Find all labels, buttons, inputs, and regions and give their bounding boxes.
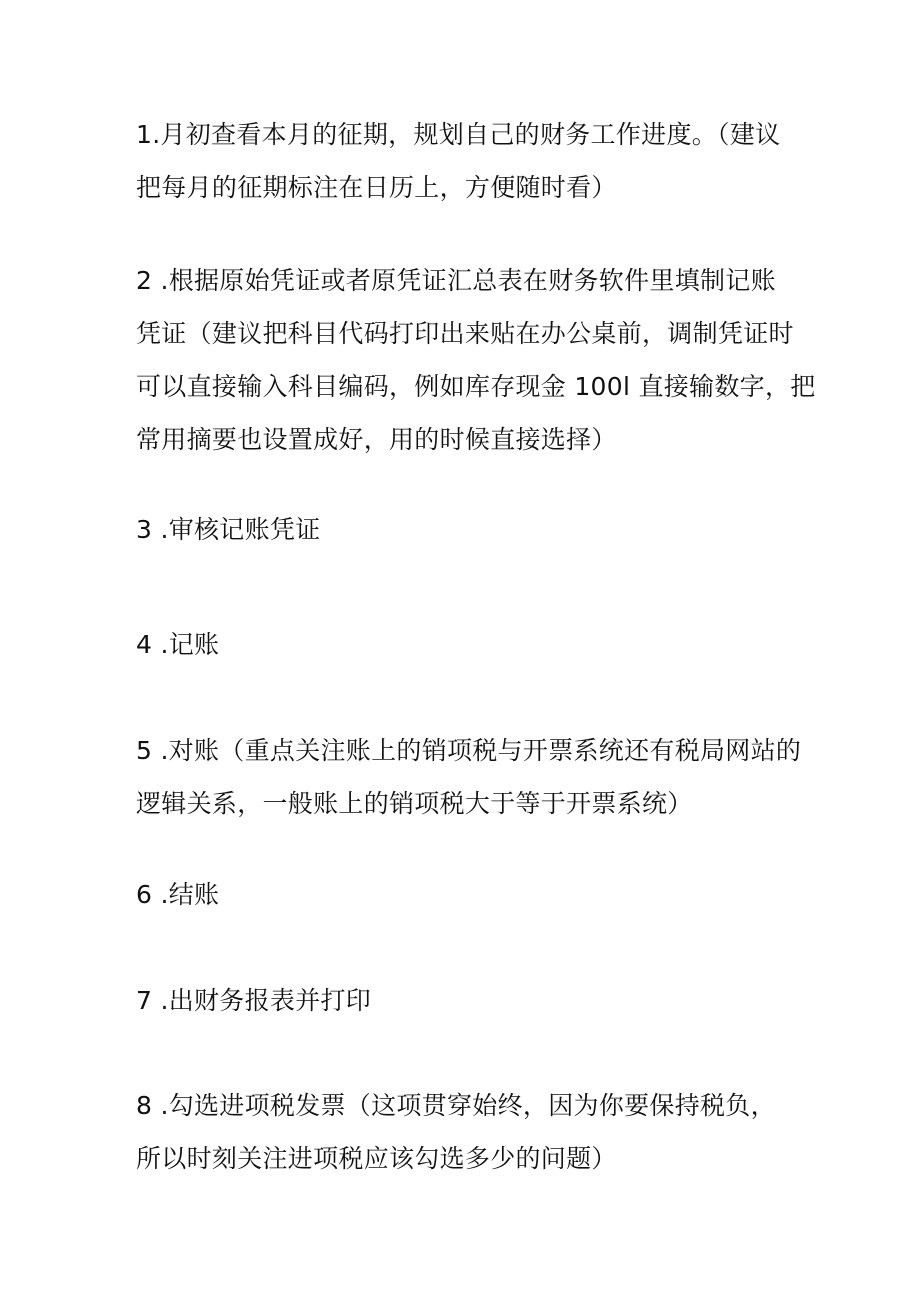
item-text-line: 4 .记账 [136,630,220,659]
item-text-line: 逻辑关系，一般账上的销项税大于等于开票系统） [136,789,693,818]
item-text-line: 可以直接输入科目编码，例如库存现金 100l 直接输数字，把 [136,372,816,401]
list-item [136,618,796,671]
item-text-line: 把每月的征期标注在日历上，方便随时看） [136,173,617,202]
list-item [136,108,796,214]
item-text-line: 2 .根据原始凭证或者原凭证汇总表在财务软件里填制记账 [136,266,776,295]
list-item [136,724,802,830]
list-item [136,974,796,1027]
item-text-line: 5 .对账（重点关注账上的销项税与开票系统还有税局网站的 [136,736,802,765]
item-text-line: 凭证（建议把科目代码打印出来贴在办公桌前，调制凭证时 [136,319,794,348]
item-text-line: 6 .结账 [136,880,220,909]
item-text-line: 所以时刻关注进项税应该勾选多少的问题） [136,1144,617,1173]
list-item [136,503,796,556]
list-item [136,868,796,921]
list-item [136,1079,796,1185]
item-text-line: 3 .审核记账凭证 [136,515,321,544]
list-item [136,254,816,466]
item-text-line: 常用摘要也设置成好，用的时候直接选择） [136,425,617,454]
item-text-line: 8 .勾选进项税发票（这项贯穿始终，因为你要保持税负， [136,1091,776,1120]
item-text-line: 7 .出财务报表并打印 [136,986,372,1015]
item-text-line: 1.月初查看本月的征期，规划自己的财务工作进度。（建议 [136,120,781,149]
